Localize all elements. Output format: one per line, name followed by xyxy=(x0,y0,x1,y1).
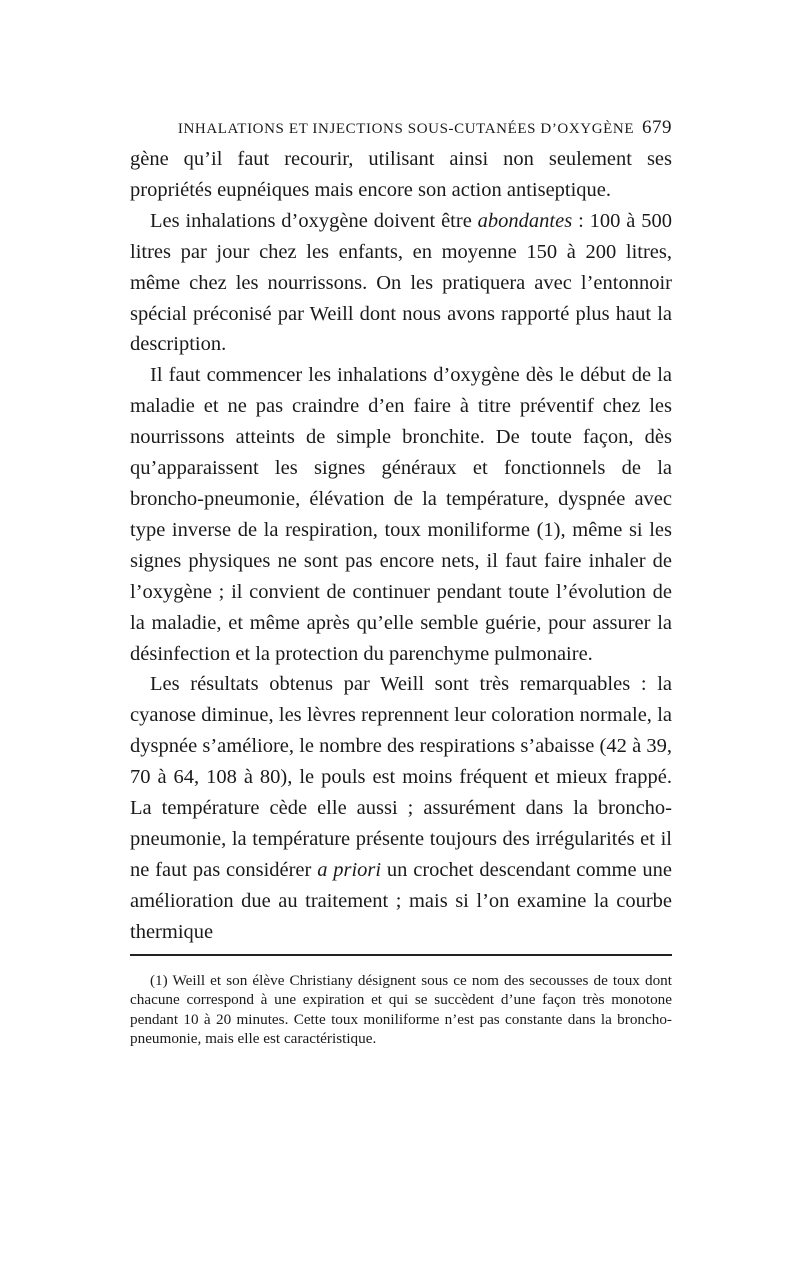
paragraph-text: Les résultats obtenus par Weill sont très remarquables : la cyanose diminue, les lèvres reprennent leur coloration normale, la dyspnée s’améliore, le nombre des respirations s’abaisse (42 à 39, 70 à 64, 108 à 80), le pouls est moins fréquent et mieux frappé. La température cède elle aussi ; assurément dans la broncho-pneumonie, la température présente toujours des irrégularités et il ne faut pas considérer xyxy=(130,673,672,881)
main-text xyxy=(130,144,672,948)
book-page xyxy=(130,112,672,1064)
emphasis-text: abondantes xyxy=(477,209,573,232)
emphasis-text: a priori xyxy=(317,858,382,881)
paragraph-results xyxy=(130,669,672,947)
paragraph-inhalation-dosage xyxy=(130,206,672,361)
footnote-divider xyxy=(130,954,672,956)
paragraph-text: un crochet descendant comme une amélioration due au traitement ; mais si l’on examine la courbe thermique xyxy=(130,858,673,943)
paragraph-continuation: gène qu’il faut recourir, utilisant ainsi non seulement ses propriétés eupnéiques mais encore son action antiseptique. xyxy=(130,148,672,201)
paragraph-text: : 100 à 500 litres par jour chez les enfants, en moyenne 150 à 200 litres, même chez les nourrissons. On les pratiquera avec l’entonnoir spécial préconisé par Weill dont nous avons rapporté plus haut la description. xyxy=(130,209,672,356)
running-head xyxy=(130,112,672,144)
running-head-title: INHALATIONS ET INJECTIONS SOUS-CUTANÉES D’OXYGÈNE xyxy=(177,121,635,137)
footnote: (1) Weill et son élève Christiany désignent sous ce nom des secousses de toux dont chacune correspond à une expiration et qui se succèdent d’une façon très monotone pendant 10 à 20 minutes. Cette toux moniliforme n’est pas constante dans la broncho-pneumonie, mais elle est caractéristique. xyxy=(130,971,672,1048)
paragraph-text: Les inhalations d’oxygène doivent être xyxy=(150,209,478,232)
page-number: 679 xyxy=(642,117,672,138)
paragraph-treatment-timing: Il faut commencer les inhalations d’oxygène dès le début de la maladie et ne pas craindre d’en faire à titre préventif chez les nourrissons atteints de simple bronchite. De toute façon, dès qu’apparaissent les signes généraux et fonctionnels de la broncho-pneumonie, élévation de la température, dyspnée avec type inverse de la respiration, toux moniliforme (1), même si les signes physiques ne sont pas encore nets, il faut faire inhaler de l’oxygène ; il convient de continuer pendant toute l’évolution de la maladie, et même après qu’elle semble guérie, pour assurer la désinfection et la protection du parenchyme pulmonaire. xyxy=(130,364,672,665)
